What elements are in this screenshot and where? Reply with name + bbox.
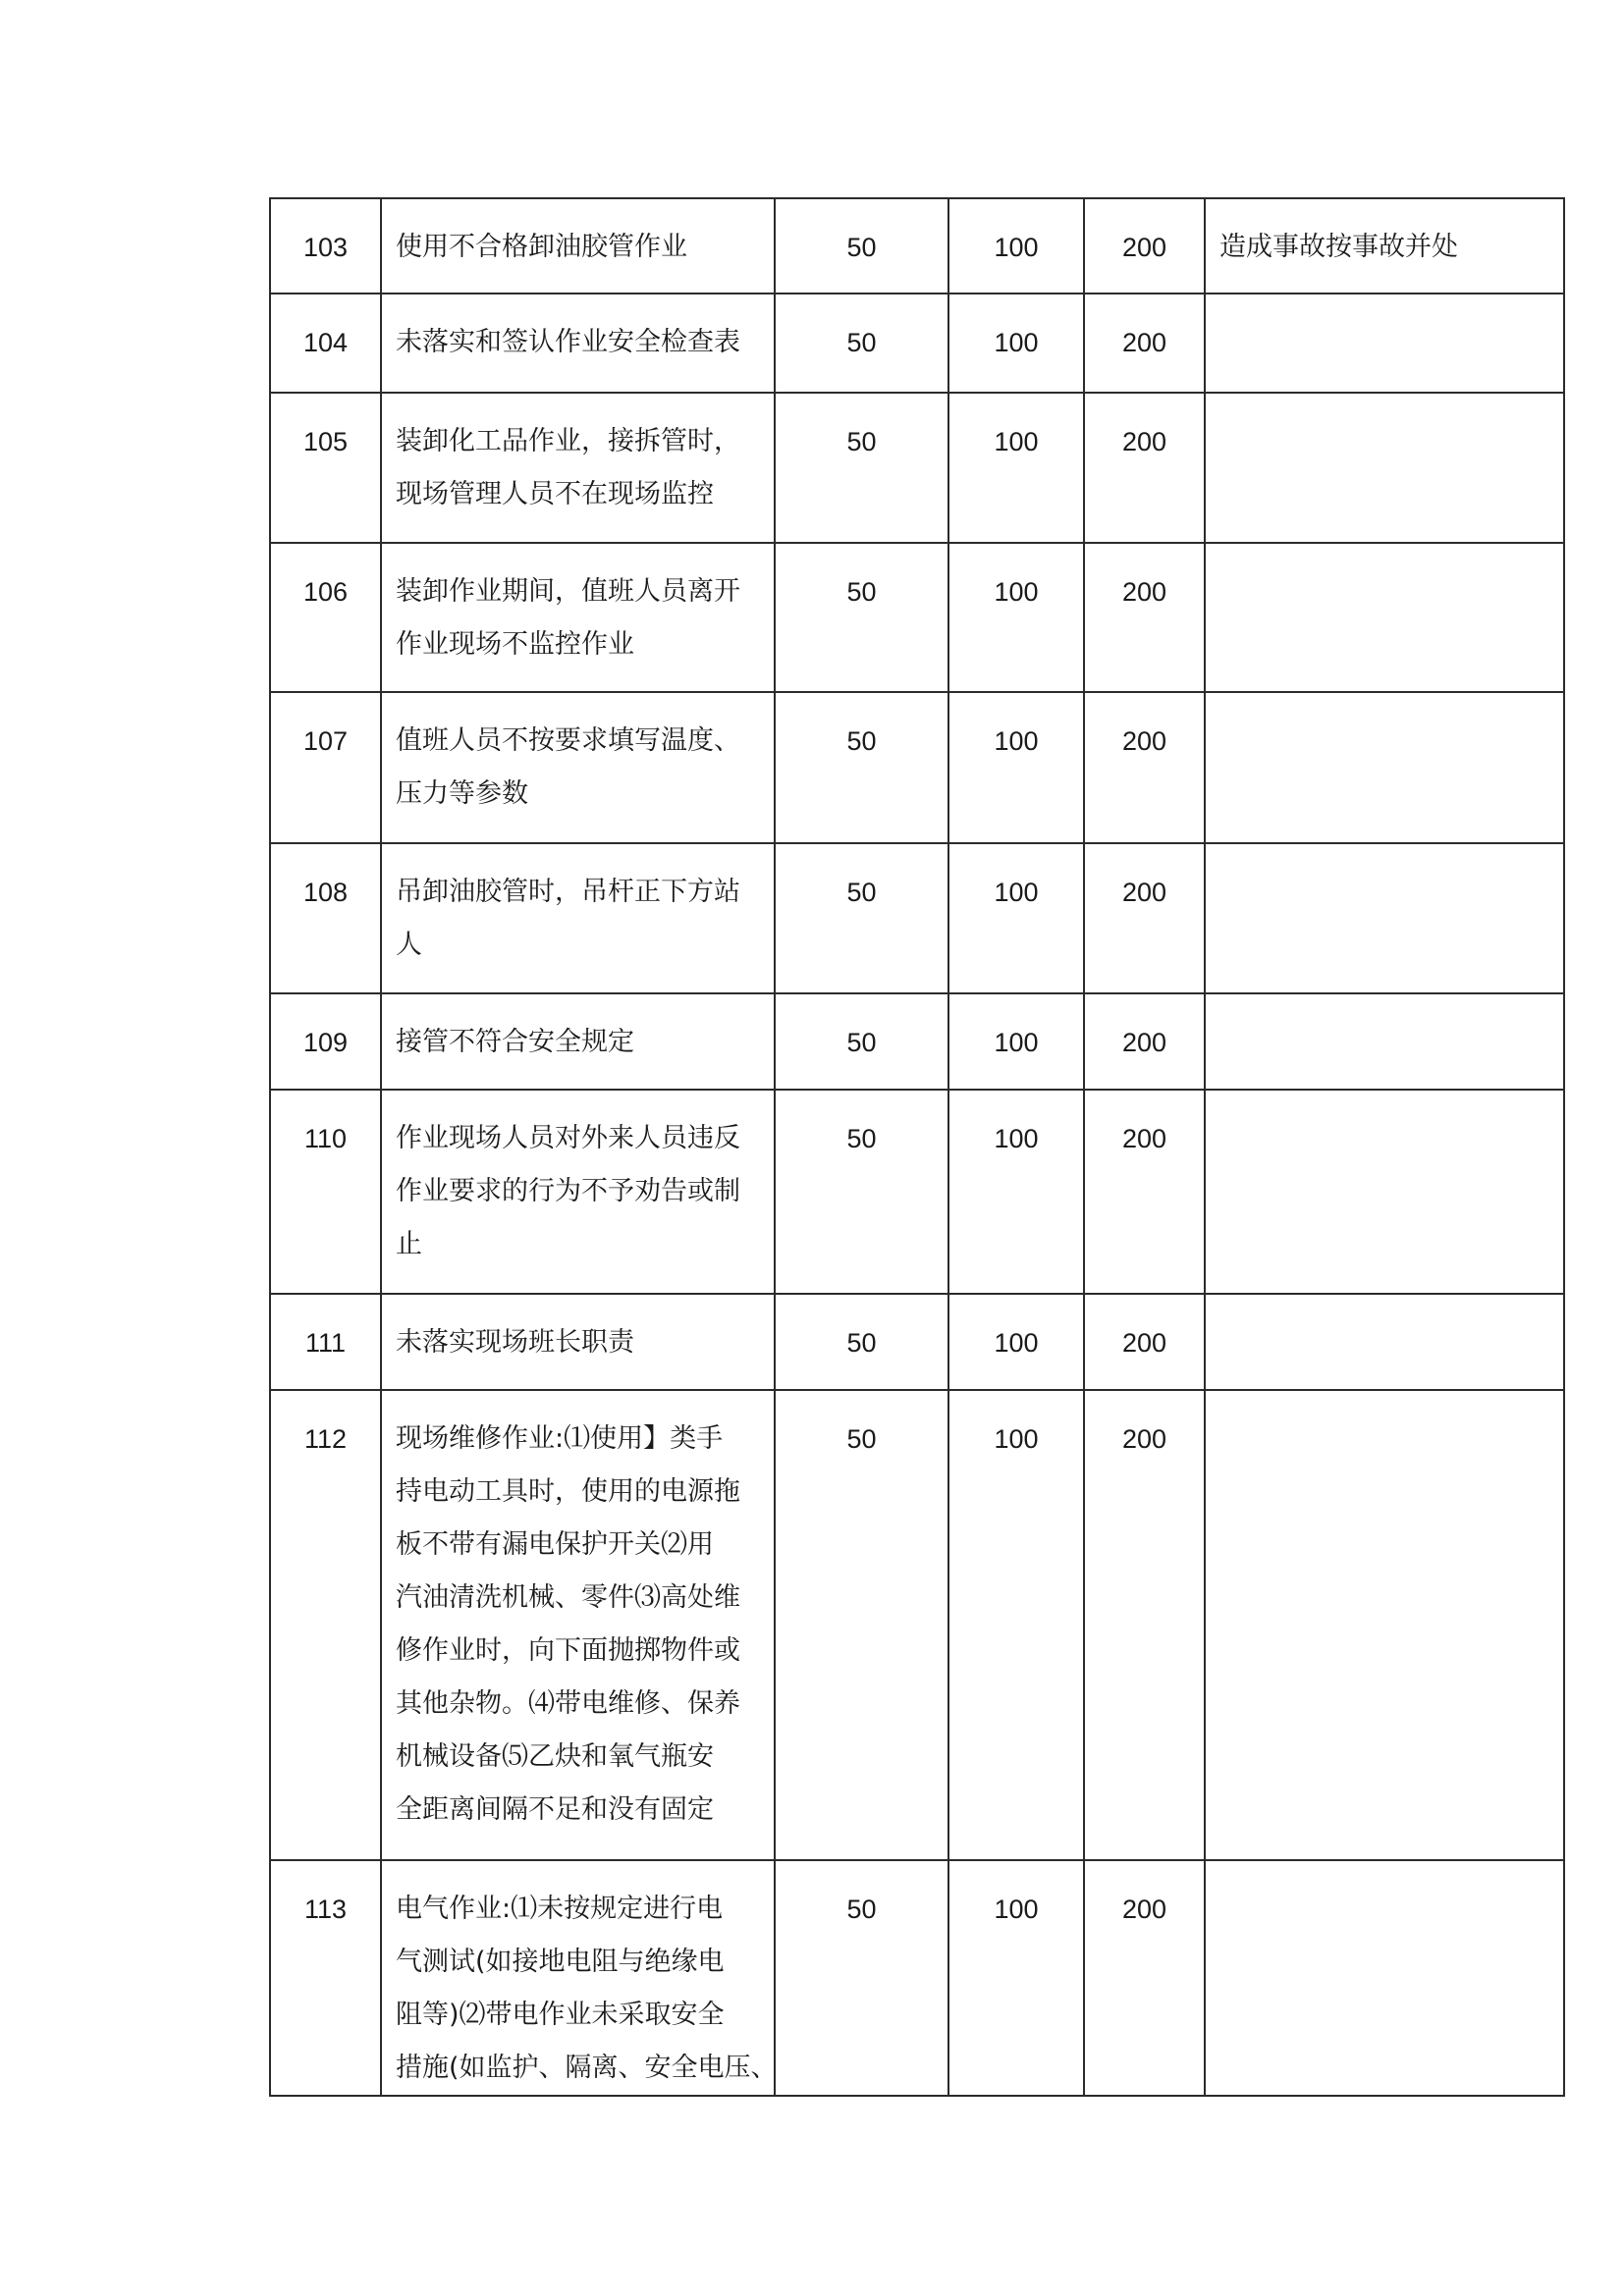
penalty-first: 50	[846, 233, 877, 262]
penalty-third-cell	[1084, 543, 1205, 692]
remark	[1219, 693, 1563, 715]
violation-description	[396, 1295, 766, 1369]
description-line: 止	[396, 1229, 422, 1259]
remark	[1219, 294, 1563, 316]
table-row	[270, 843, 1564, 993]
penalty-third-cell	[1084, 198, 1205, 294]
penalty-second-cell	[948, 294, 1084, 393]
remark	[1219, 544, 1563, 565]
remark-cell	[1205, 1294, 1564, 1390]
violation-description-cell	[381, 393, 775, 543]
penalty-first: 50	[846, 878, 877, 907]
description-line: 措施(如监护、隔离、安全电压、	[396, 2053, 778, 2083]
penalty-second: 100	[994, 427, 1039, 456]
penalty-second: 100	[994, 577, 1039, 607]
penalty-first-cell	[775, 993, 948, 1090]
penalty-second-cell	[948, 692, 1084, 843]
penalty-third-cell	[1084, 393, 1205, 543]
description-line: 使用不合格卸油胶管作业	[396, 232, 687, 262]
item-number: 109	[302, 1028, 349, 1057]
remark: 造成事故按事故并处	[1219, 232, 1458, 262]
item-number: 110	[303, 1124, 348, 1153]
penalty-third: 200	[1121, 878, 1167, 907]
description-line: 现场管理人员不在现场监控	[396, 479, 714, 509]
penalty-second: 100	[994, 328, 1039, 357]
violation-description-cell	[381, 1294, 775, 1390]
penalty-second-cell	[948, 1860, 1084, 2096]
remark-cell	[1205, 198, 1564, 294]
item-number: 104	[302, 328, 349, 357]
violation-description-cell	[381, 1390, 775, 1860]
penalty-third-cell	[1084, 1390, 1205, 1860]
description-line: 板不带有漏电保护开关⑵用	[396, 1529, 714, 1560]
penalty-first-cell	[775, 1860, 948, 2096]
item-number-cell	[270, 1090, 381, 1294]
description-line: 作业要求的行为不予劝告或制	[396, 1176, 740, 1206]
item-number-cell	[270, 692, 381, 843]
penalty-third-cell	[1084, 843, 1205, 993]
penalty-first-cell	[775, 1390, 948, 1860]
penalty-first: 50	[846, 1424, 877, 1454]
description-line: 现场维修作业:⑴使用】类手	[396, 1423, 724, 1454]
description-line: 未落实现场班长职责	[396, 1327, 634, 1358]
violation-description	[396, 394, 766, 521]
penalty-second: 100	[994, 233, 1039, 262]
penalty-second-cell	[948, 393, 1084, 543]
description-line: 未落实和签认作业安全检查表	[396, 327, 740, 357]
remark-cell	[1205, 393, 1564, 543]
violation-description-cell	[381, 1860, 778, 2096]
violation-description	[396, 844, 766, 972]
penalty-third: 200	[1121, 1028, 1167, 1057]
item-number: 111	[304, 1328, 347, 1358]
violation-description	[396, 994, 766, 1069]
item-number: 113	[303, 1895, 348, 1924]
penalty-third-cell	[1084, 294, 1205, 393]
penalty-first-cell	[775, 843, 948, 993]
remark	[1219, 844, 1563, 866]
description-line: 吊卸油胶管时，吊杆正下方站	[396, 877, 740, 907]
penalty-second-cell	[948, 1090, 1084, 1294]
item-number-cell	[270, 1860, 381, 2096]
item-number: 108	[302, 878, 349, 907]
table-row	[270, 198, 1564, 294]
penalty-third-cell	[1084, 993, 1205, 1090]
table-row	[270, 393, 1564, 543]
remark	[1219, 994, 1563, 1016]
penalty-first: 50	[846, 328, 877, 357]
violation-description-cell	[381, 843, 775, 993]
penalty-second: 100	[994, 1028, 1039, 1057]
description-line: 阻等)⑵带电作业未采取安全	[396, 2000, 725, 2030]
violation-description-cell	[381, 543, 775, 692]
violation-description-cell	[381, 198, 775, 294]
penalty-first-cell	[775, 543, 948, 692]
remark-cell	[1205, 543, 1564, 692]
remark	[1219, 1391, 1563, 1413]
penalty-third: 200	[1121, 1424, 1167, 1454]
table-row	[270, 1090, 1564, 1294]
description-line: 人	[396, 930, 422, 960]
violation-description	[396, 1091, 766, 1271]
penalty-second: 100	[994, 1424, 1039, 1454]
remark-cell	[1205, 294, 1564, 393]
item-number: 106	[302, 577, 349, 607]
penalty-second: 100	[994, 1895, 1039, 1924]
violation-description	[396, 693, 766, 821]
remark	[1219, 1861, 1563, 1883]
penalty-second: 100	[994, 878, 1039, 907]
penalty-third: 200	[1121, 233, 1167, 262]
violation-description-cell	[381, 993, 775, 1090]
remark-cell	[1205, 1860, 1564, 2096]
penalty-second-cell	[948, 1390, 1084, 1860]
violation-description	[396, 1391, 766, 1837]
penalty-table-body	[270, 198, 1564, 2096]
penalty-third-cell	[1084, 692, 1205, 843]
item-number: 105	[302, 427, 349, 456]
description-line: 汽油清洗机械、零件⑶高处维	[396, 1582, 740, 1613]
table-row	[270, 1390, 1564, 1860]
penalty-second-cell	[948, 198, 1084, 294]
penalty-first: 50	[846, 1028, 877, 1057]
penalty-third-cell	[1084, 1294, 1205, 1390]
penalty-third: 200	[1121, 1124, 1167, 1153]
item-number-cell	[270, 198, 381, 294]
remark-cell	[1205, 843, 1564, 993]
penalty-first: 50	[846, 427, 877, 456]
item-number: 112	[303, 1424, 348, 1454]
description-line: 压力等参数	[396, 778, 528, 809]
description-line: 全距离间隔不足和没有固定	[396, 1794, 714, 1825]
violation-description-cell	[381, 294, 775, 393]
remark	[1219, 394, 1563, 415]
penalty-second-cell	[948, 543, 1084, 692]
penalty-second: 100	[994, 1328, 1039, 1358]
item-number-cell	[270, 1390, 381, 1860]
violation-description-cell	[381, 1090, 775, 1294]
penalty-third-cell	[1084, 1090, 1205, 1294]
penalty-third: 200	[1121, 427, 1167, 456]
item-number-cell	[270, 543, 381, 692]
item-number-cell	[270, 393, 381, 543]
penalty-first-cell	[775, 1294, 948, 1390]
description-line: 接管不符合安全规定	[396, 1027, 634, 1057]
description-line: 修作业时，向下面抛掷物件或	[396, 1635, 740, 1666]
remark	[1219, 1295, 1563, 1316]
penalty-third: 200	[1121, 726, 1167, 756]
penalty-first: 50	[846, 577, 877, 607]
penalty-first-cell	[775, 1090, 948, 1294]
penalty-third: 200	[1121, 1895, 1167, 1924]
item-number-cell	[270, 294, 381, 393]
penalty-third-cell	[1084, 1860, 1205, 2096]
item-number-cell	[270, 843, 381, 993]
penalty-second: 100	[994, 726, 1039, 756]
violation-description	[396, 544, 766, 671]
item-number: 107	[302, 726, 349, 756]
penalty-third: 200	[1121, 577, 1167, 607]
table-row	[270, 294, 1564, 393]
description-line: 值班人员不按要求填写温度、	[396, 725, 740, 756]
violation-description-cell	[381, 692, 775, 843]
violation-description	[396, 294, 766, 369]
penalty-third: 200	[1121, 328, 1167, 357]
penalty-first: 50	[846, 1124, 877, 1153]
table-row	[270, 1860, 1564, 2096]
description-line: 装卸化工品作业，接拆管时，	[396, 426, 740, 456]
penalty-second: 100	[994, 1124, 1039, 1153]
penalty-table	[269, 197, 1565, 2097]
item-number-cell	[270, 993, 381, 1090]
penalty-third: 200	[1121, 1328, 1167, 1358]
penalty-first-cell	[775, 692, 948, 843]
description-line: 作业现场不监控作业	[396, 629, 634, 660]
description-line: 装卸作业期间，值班人员离开	[396, 576, 740, 607]
remark	[1219, 1091, 1563, 1112]
penalty-first: 50	[846, 1895, 877, 1924]
description-line: 气测试(如接地电阻与绝缘电	[396, 1947, 725, 1977]
description-line: 其他杂物。⑷带电维修、保养	[396, 1688, 740, 1719]
remark-cell	[1205, 1090, 1564, 1294]
item-number: 103	[302, 233, 349, 262]
violation-description	[396, 199, 766, 274]
table-row	[270, 993, 1564, 1090]
penalty-second-cell	[948, 993, 1084, 1090]
description-line: 电气作业:⑴未按规定进行电	[396, 1894, 724, 1924]
penalty-first-cell	[775, 393, 948, 543]
item-number-cell	[270, 1294, 381, 1390]
table-row	[270, 543, 1564, 692]
table-row	[270, 1294, 1564, 1390]
remark-cell	[1205, 993, 1564, 1090]
penalty-first: 50	[846, 1328, 877, 1358]
penalty-second-cell	[948, 843, 1084, 993]
table-row	[270, 692, 1564, 843]
remark-cell	[1205, 1390, 1564, 1860]
description-line: 机械设备⑸乙炔和氧气瓶安	[396, 1741, 714, 1772]
violation-description	[396, 1861, 778, 2095]
remark-cell	[1205, 692, 1564, 843]
penalty-first-cell	[775, 294, 948, 393]
penalty-first: 50	[846, 726, 877, 756]
description-line: 持电动工具时，使用的电源拖	[396, 1476, 740, 1507]
penalty-second-cell	[948, 1294, 1084, 1390]
penalty-first-cell	[775, 198, 948, 294]
description-line: 作业现场人员对外来人员违反	[396, 1123, 740, 1153]
